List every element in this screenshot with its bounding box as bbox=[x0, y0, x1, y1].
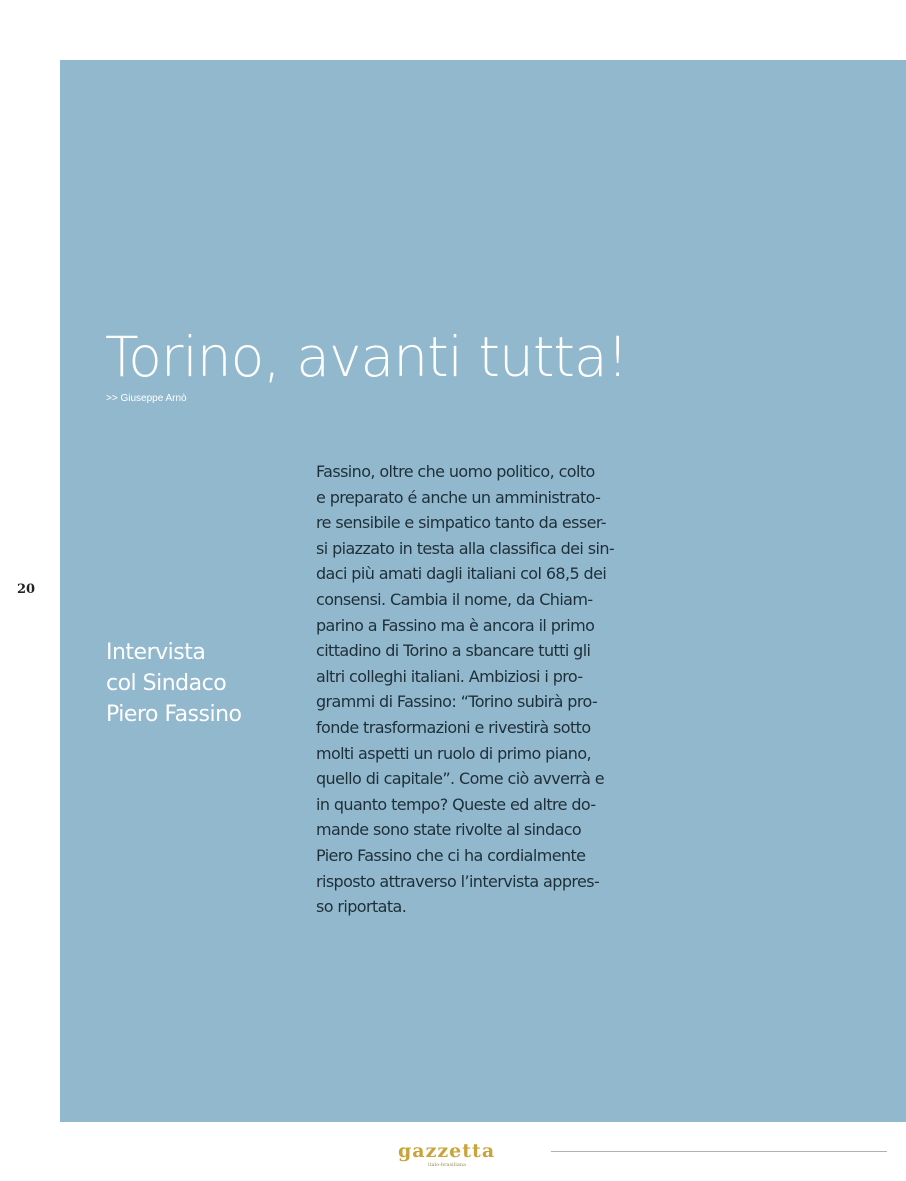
body-line: daci più amati dagli italiani col 68,5 dei bbox=[316, 564, 607, 584]
body-line: risposto attraverso l’intervista appres- bbox=[316, 871, 600, 891]
body-line: parino a Fassino ma è ancora il primo bbox=[316, 615, 595, 635]
body-line: fonde trasformazioni e rivestirà sotto bbox=[316, 717, 591, 737]
body-line: mande sono state rivolte al sindaco bbox=[316, 820, 582, 840]
body-line: Fassino, oltre che uomo politico, colto bbox=[316, 462, 595, 481]
article-author: >> Giuseppe Arnò bbox=[106, 393, 187, 404]
logo-wordmark: gazzetta bbox=[398, 1140, 496, 1162]
subtitle-line: Intervista bbox=[106, 640, 206, 665]
body-line: re sensibile e simpatico tanto da esser- bbox=[316, 513, 606, 533]
body-line: in quanto tempo? Queste ed altre do- bbox=[316, 794, 596, 814]
subtitle-line: Piero Fassino bbox=[106, 702, 242, 727]
footer-divider bbox=[551, 1151, 887, 1152]
article-title: Torino, avanti tutta! bbox=[105, 325, 628, 389]
body-line: quello di capitale”. Come ciò avverrà e bbox=[316, 769, 605, 789]
body-line: altri colleghi italiani. Ambiziosi i pro- bbox=[316, 666, 583, 686]
body-line: consensi. Cambia il nome, da Chiam- bbox=[316, 589, 593, 609]
body-line: e preparato é anche un amministrato- bbox=[316, 487, 601, 507]
body-line: Piero Fassino che ci ha cordialmente bbox=[316, 845, 586, 865]
page-number: 20 bbox=[17, 582, 36, 597]
body-line: grammi di Fassino: “Torino subirà pro- bbox=[316, 692, 598, 712]
body-line: si piazzato in testa alla classifica dei sin- bbox=[316, 538, 615, 558]
article-subtitle bbox=[106, 637, 296, 730]
gazzetta-logo bbox=[398, 1136, 513, 1170]
article-body bbox=[316, 459, 696, 920]
body-line: cittadino di Torino a sbancare tutti gli bbox=[316, 641, 591, 661]
subtitle-line: col Sindaco bbox=[106, 671, 227, 696]
body-line: so riportata. bbox=[316, 897, 407, 917]
body-line: molti aspetti un ruolo di primo piano, bbox=[316, 743, 591, 763]
logo-tagline: italo-brasiliana bbox=[428, 1162, 467, 1168]
